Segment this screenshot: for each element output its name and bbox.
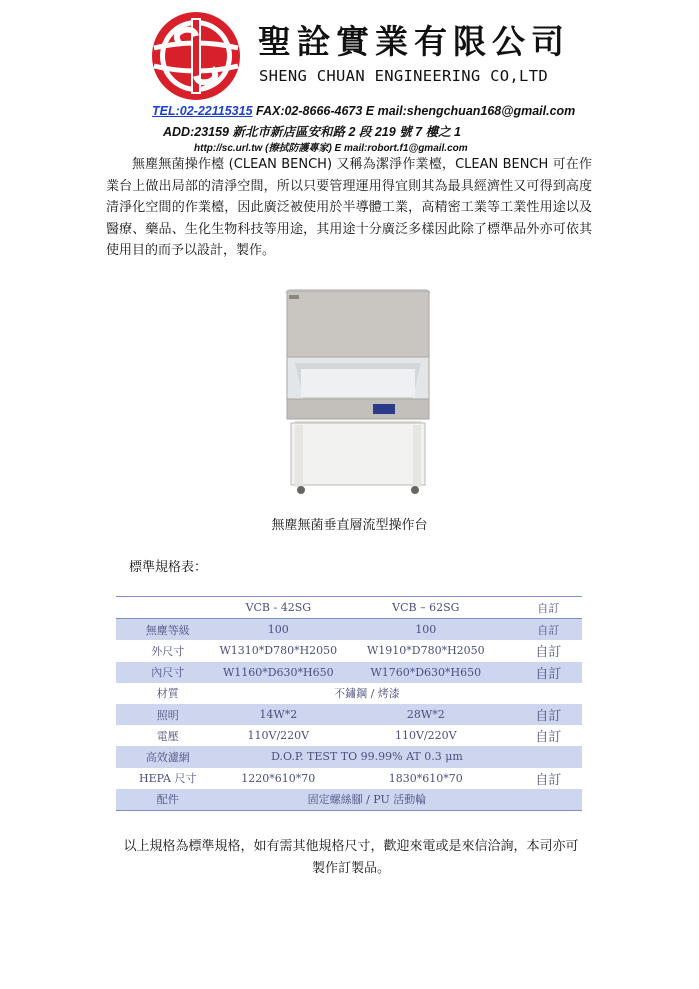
row-label: 高效濾網 (116, 746, 219, 767)
header-cell: VCB – 62SG (337, 597, 514, 619)
cell-span: 不鏽鋼 / 烤漆 (334, 687, 400, 701)
spec-table (116, 596, 582, 811)
cell-62sg: W1760*D630*H650 (337, 662, 514, 683)
row-label: 外尺寸 (151, 644, 185, 658)
letterhead (150, 10, 590, 100)
cell-42sg: W1160*D630*H650 (219, 662, 337, 683)
spec-table-title: 標準規格表： (129, 560, 208, 575)
cell-span: D.O.P. TEST TO 99.99% AT 0.3 μm (219, 746, 514, 767)
company-logo (150, 10, 242, 102)
cell-42sg: 110V/220V (247, 729, 310, 743)
table-row (116, 683, 582, 704)
table-row (116, 619, 582, 641)
row-label: 內尺寸 (116, 662, 219, 683)
cell-custom (514, 683, 582, 704)
company-name-english: SHENG CHUAN ENGINEERING CO,LTD (259, 67, 548, 85)
row-label: HEPA 尺寸 (138, 772, 197, 786)
cell-custom: 自訂 (514, 662, 582, 683)
cell-span: 固定螺絲腳 / PU 活動輪 (219, 789, 514, 811)
table-row (116, 640, 582, 661)
contact-website: http://sc.url.tw (擦拭防護專家) E mail:robort.f1@gmail.com (194, 143, 468, 154)
footer-note: 以上規格為標準規格，如有需其他規格尺寸，歡迎來電或是來信洽詢，本司亦可製作訂製品。 (123, 839, 579, 876)
table-row (116, 725, 582, 746)
contact-address: ADD:23159 新北市新店區安和路 2 段 219 號 7 樓之 1 (163, 125, 461, 139)
table-row (116, 789, 582, 811)
cell-custom (514, 789, 582, 811)
company-name-chinese: 聖詮實業有限公司 (258, 22, 570, 61)
row-label: 照明 (116, 704, 219, 725)
cell-custom: 自訂 (514, 619, 582, 641)
cell-custom: 自訂 (514, 704, 582, 725)
row-label: 無塵等級 (116, 619, 219, 641)
cell-custom: 自訂 (535, 772, 562, 788)
header-cell: VCB - 42SG (219, 597, 337, 619)
clean-bench-photo (281, 283, 435, 503)
photo-caption: 無塵無菌垂直層流型操作台 (271, 518, 428, 533)
table-row (116, 746, 582, 767)
cell-42sg: 100 (219, 619, 337, 641)
cell-custom (514, 746, 582, 767)
tel-link[interactable]: TEL:02-22115315 (152, 104, 253, 118)
cell-42sg: 1220*610*70 (241, 771, 316, 785)
cell-62sg: 28W*2 (337, 704, 514, 725)
intro-paragraph: 無塵無菌操作檯 (CLEAN BENCH) 又稱為潔淨作業檯，CLEAN BENCH 可在作業台上做出局部的清淨空間，所以只要管理運用得宜則其為最具經濟性又可得到高度清淨化空間的作業檯，因此廣泛被使用於半導體工業，高精密工業等工業性用途以及醫療、藥品、生化生物科技等用途，其用途十分廣泛多樣因此除了標準品外亦可依其使用目的而予以設計，製作。 (106, 157, 592, 258)
cell-custom: 自訂 (535, 730, 562, 746)
header-cell (116, 597, 219, 619)
contact-line-phone (152, 104, 575, 118)
table-row (116, 662, 582, 683)
cell-62sg: 110V/220V (395, 729, 457, 743)
table-row (116, 704, 582, 725)
table-row (116, 768, 582, 789)
cell-62sg: 1830*610*70 (388, 771, 463, 785)
row-label: 配件 (116, 789, 219, 811)
cell-custom: 自訂 (535, 645, 562, 661)
header-cell: 自訂 (514, 597, 582, 619)
cell-42sg: 14W*2 (219, 704, 337, 725)
cell-62sg: W1910*D780*H2050 (366, 644, 485, 658)
fax-email: FAX:02-8666-4673 E mail:shengchuan168@gmail.com (252, 104, 576, 118)
row-label: 電壓 (156, 729, 179, 743)
table-header-row (116, 597, 582, 619)
cell-42sg: W1310*D780*H2050 (219, 644, 338, 658)
row-label: 材質 (156, 687, 179, 701)
cell-62sg: 100 (337, 619, 514, 641)
